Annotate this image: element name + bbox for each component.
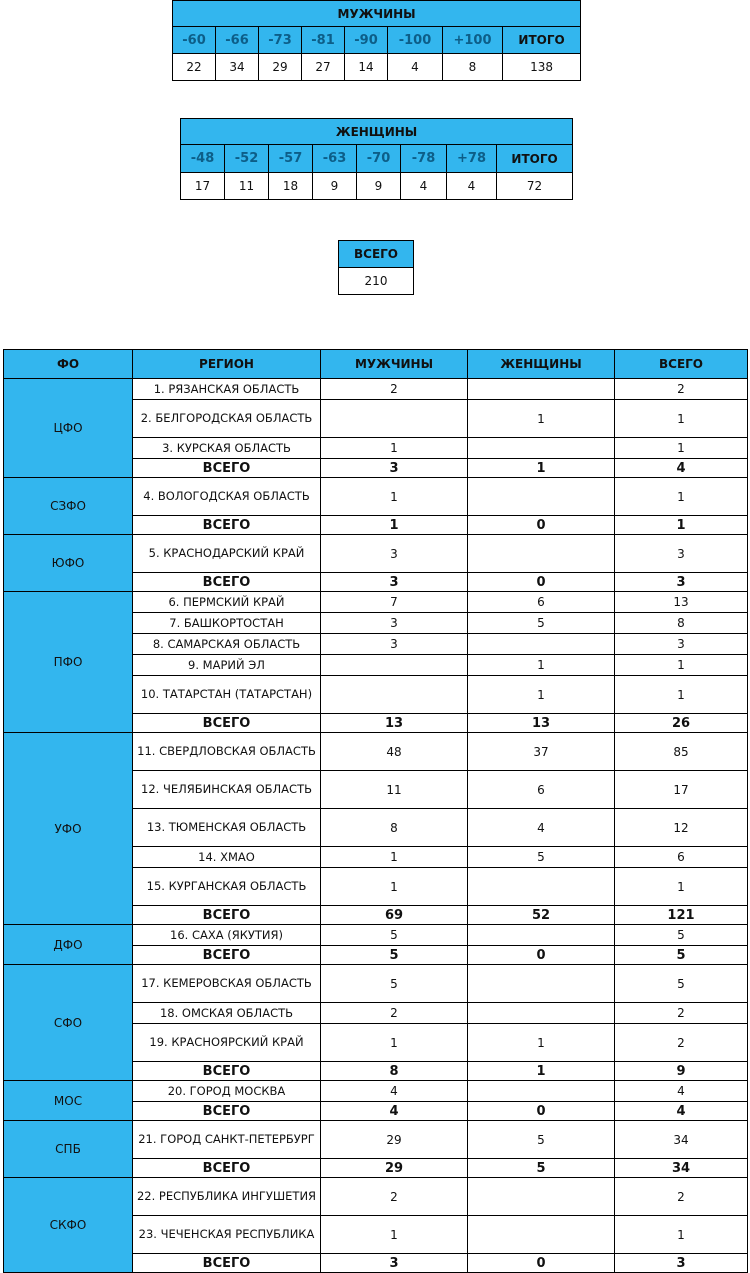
table-row: [4, 1178, 748, 1216]
total-cell: 17: [615, 771, 748, 809]
total-cell: 5: [615, 965, 748, 1003]
region-name-cell: 18. ОМСКАЯ ОБЛАСТЬ: [133, 1003, 321, 1024]
count-cell: 22: [173, 54, 216, 81]
subtotal-label: ВСЕГО: [133, 1062, 321, 1081]
men-table: [172, 0, 581, 81]
subtotal-men: 3: [321, 459, 468, 478]
table-row: [4, 1081, 748, 1102]
subtotal-women: 0: [468, 1254, 615, 1273]
subtotal-total: 3: [615, 573, 748, 592]
subtotal-women: 13: [468, 714, 615, 733]
fo-cell: ПФО: [4, 592, 133, 733]
region-name-cell: 4. ВОЛОГОДСКАЯ ОБЛАСТЬ: [133, 478, 321, 516]
region-name-cell: 11. СВЕРДЛОВСКАЯ ОБЛАСТЬ: [133, 733, 321, 771]
region-name-cell: 19. КРАСНОЯРСКИЙ КРАЙ: [133, 1024, 321, 1062]
total-cell: 5: [615, 925, 748, 946]
men-cell: 5: [321, 965, 468, 1003]
region-name-cell: 8. САМАРСКАЯ ОБЛАСТЬ: [133, 634, 321, 655]
subtotal-total: 9: [615, 1062, 748, 1081]
men-cell: 7: [321, 592, 468, 613]
men-cell: 1: [321, 1216, 468, 1254]
subtotal-total: 34: [615, 1159, 748, 1178]
women-cell: 1: [468, 400, 615, 438]
women-cell: [468, 965, 615, 1003]
weight-class-header: -60: [173, 27, 216, 54]
regions-table: [3, 349, 748, 1273]
fo-cell: ДФО: [4, 925, 133, 965]
men-cell: 11: [321, 771, 468, 809]
total-cell: 85: [615, 733, 748, 771]
region-name-cell: 14. ХМАО: [133, 847, 321, 868]
total-cell: 13: [615, 592, 748, 613]
grand-total-title: ВСЕГО: [339, 241, 414, 268]
count-cell: 27: [302, 54, 345, 81]
fo-cell: ЦФО: [4, 379, 133, 478]
region-name-cell: 22. РЕСПУБЛИКА ИНГУШЕТИЯ: [133, 1178, 321, 1216]
col-header-region: РЕГИОН: [133, 350, 321, 379]
table-row: [4, 379, 748, 400]
region-name-cell: 21. ГОРОД САНКТ-ПЕТЕРБУРГ: [133, 1121, 321, 1159]
table-row: [4, 535, 748, 573]
subtotal-men: 69: [321, 906, 468, 925]
region-name-cell: 9. МАРИЙ ЭЛ: [133, 655, 321, 676]
women-cell: [468, 1178, 615, 1216]
subtotal-women: 0: [468, 573, 615, 592]
count-cell: 34: [216, 54, 259, 81]
women-cell: 1: [468, 655, 615, 676]
total-cell: 2: [615, 1003, 748, 1024]
subtotal-women: 0: [468, 1102, 615, 1121]
weight-class-header: -100: [388, 27, 443, 54]
men-cell: [321, 655, 468, 676]
total-cell: 1: [615, 478, 748, 516]
men-cell: 3: [321, 634, 468, 655]
subtotal-women: 52: [468, 906, 615, 925]
subtotal-men: 3: [321, 1254, 468, 1273]
subtotal-label: ВСЕГО: [133, 946, 321, 965]
women-cell: [468, 379, 615, 400]
region-name-cell: 7. БАШКОРТОСТАН: [133, 613, 321, 634]
fo-cell: ЮФО: [4, 535, 133, 592]
count-cell: 9: [313, 173, 357, 200]
subtotal-women: 1: [468, 459, 615, 478]
region-name-cell: 2. БЕЛГОРОДСКАЯ ОБЛАСТЬ: [133, 400, 321, 438]
weight-class-header: +100: [443, 27, 503, 54]
total-cell: 4: [615, 1081, 748, 1102]
women-cell: 1: [468, 1024, 615, 1062]
subtotal-total: 3: [615, 1254, 748, 1273]
region-name-cell: 6. ПЕРМСКИЙ КРАЙ: [133, 592, 321, 613]
fo-cell: УФО: [4, 733, 133, 925]
subtotal-total: 4: [615, 459, 748, 478]
total-cell: 138: [503, 54, 581, 81]
count-cell: 17: [181, 173, 225, 200]
weight-class-header: +78: [447, 145, 497, 173]
table-row: [4, 925, 748, 946]
subtotal-men: 3: [321, 573, 468, 592]
weight-class-header: -70: [357, 145, 401, 173]
table-row: [4, 1121, 748, 1159]
total-cell: 1: [615, 438, 748, 459]
men-cell: [321, 400, 468, 438]
subtotal-women: 0: [468, 946, 615, 965]
subtotal-label: ВСЕГО: [133, 516, 321, 535]
region-name-cell: 5. КРАСНОДАРСКИЙ КРАЙ: [133, 535, 321, 573]
men-cell: 1: [321, 1024, 468, 1062]
total-cell: 2: [615, 1024, 748, 1062]
men-cell: 8: [321, 809, 468, 847]
subtotal-label: ВСЕГО: [133, 1254, 321, 1273]
count-cell: 11: [225, 173, 269, 200]
total-cell: 72: [497, 173, 573, 200]
region-name-cell: 13. ТЮМЕНСКАЯ ОБЛАСТЬ: [133, 809, 321, 847]
count-cell: 14: [345, 54, 388, 81]
subtotal-women: 1: [468, 1062, 615, 1081]
women-table: [180, 118, 573, 200]
subtotal-label: ВСЕГО: [133, 714, 321, 733]
women-cell: 5: [468, 613, 615, 634]
total-cell: 8: [615, 613, 748, 634]
men-cell: 1: [321, 847, 468, 868]
count-cell: 9: [357, 173, 401, 200]
subtotal-label: ВСЕГО: [133, 1102, 321, 1121]
table-row: [4, 592, 748, 613]
subtotal-label: ВСЕГО: [133, 573, 321, 592]
subtotal-men: 8: [321, 1062, 468, 1081]
total-cell: 1: [615, 868, 748, 906]
weight-class-header: -90: [345, 27, 388, 54]
women-cell: 1: [468, 676, 615, 714]
men-cell: 2: [321, 1178, 468, 1216]
fo-cell: СЗФО: [4, 478, 133, 535]
count-cell: 4: [388, 54, 443, 81]
women-cell: 6: [468, 771, 615, 809]
men-cell: 5: [321, 925, 468, 946]
count-cell: 8: [443, 54, 503, 81]
subtotal-total: 26: [615, 714, 748, 733]
total-cell: 2: [615, 379, 748, 400]
subtotal-label: ВСЕГО: [133, 906, 321, 925]
total-cell: 1: [615, 655, 748, 676]
total-cell: 3: [615, 634, 748, 655]
men-cell: 3: [321, 535, 468, 573]
women-title: ЖЕНЩИНЫ: [181, 119, 573, 145]
fo-cell: СКФО: [4, 1178, 133, 1273]
count-cell: 4: [401, 173, 447, 200]
table-row: [4, 478, 748, 516]
total-cell: 12: [615, 809, 748, 847]
subtotal-total: 1: [615, 516, 748, 535]
total-cell: 1: [615, 1216, 748, 1254]
region-name-cell: 15. КУРГАНСКАЯ ОБЛАСТЬ: [133, 868, 321, 906]
weight-class-header: -73: [259, 27, 302, 54]
table-row: [4, 965, 748, 1003]
subtotal-total: 121: [615, 906, 748, 925]
women-cell: 5: [468, 1121, 615, 1159]
women-cell: [468, 868, 615, 906]
region-name-cell: 16. САХА (ЯКУТИЯ): [133, 925, 321, 946]
subtotal-total: 4: [615, 1102, 748, 1121]
region-name-cell: 3. КУРСКАЯ ОБЛАСТЬ: [133, 438, 321, 459]
col-header-women: ЖЕНЩИНЫ: [468, 350, 615, 379]
region-name-cell: 10. ТАТАРСТАН (ТАТАРСТАН): [133, 676, 321, 714]
women-cell: [468, 535, 615, 573]
subtotal-men: 13: [321, 714, 468, 733]
total-cell: 1: [615, 676, 748, 714]
fo-cell: МОС: [4, 1081, 133, 1121]
men-cell: 1: [321, 868, 468, 906]
subtotal-total: 5: [615, 946, 748, 965]
weight-class-header: -48: [181, 145, 225, 173]
total-cell: 1: [615, 400, 748, 438]
count-cell: 18: [269, 173, 313, 200]
total-cell: 6: [615, 847, 748, 868]
men-cell: 1: [321, 478, 468, 516]
women-cell: [468, 634, 615, 655]
weight-class-header: -52: [225, 145, 269, 173]
region-name-cell: 1. РЯЗАНСКАЯ ОБЛАСТЬ: [133, 379, 321, 400]
women-cell: 37: [468, 733, 615, 771]
col-header-men: МУЖЧИНЫ: [321, 350, 468, 379]
region-name-cell: 17. КЕМЕРОВСКАЯ ОБЛАСТЬ: [133, 965, 321, 1003]
men-cell: 2: [321, 1003, 468, 1024]
subtotal-men: 5: [321, 946, 468, 965]
men-cell: 2: [321, 379, 468, 400]
grand-total-table: [338, 240, 414, 295]
fo-cell: СПБ: [4, 1121, 133, 1178]
men-cell: 48: [321, 733, 468, 771]
weight-class-header: -57: [269, 145, 313, 173]
subtotal-label: ВСЕГО: [133, 1159, 321, 1178]
total-header: ИТОГО: [503, 27, 581, 54]
count-cell: 29: [259, 54, 302, 81]
women-cell: [468, 478, 615, 516]
region-name-cell: 23. ЧЕЧЕНСКАЯ РЕСПУБЛИКА: [133, 1216, 321, 1254]
weight-class-header: -81: [302, 27, 345, 54]
subtotal-women: 0: [468, 516, 615, 535]
total-cell: 2: [615, 1178, 748, 1216]
men-cell: [321, 676, 468, 714]
total-cell: 34: [615, 1121, 748, 1159]
men-title: МУЖЧИНЫ: [173, 1, 581, 27]
men-cell: 3: [321, 613, 468, 634]
women-cell: 6: [468, 592, 615, 613]
weight-class-header: -78: [401, 145, 447, 173]
women-cell: 5: [468, 847, 615, 868]
women-cell: 4: [468, 809, 615, 847]
table-row: [4, 733, 748, 771]
region-name-cell: 12. ЧЕЛЯБИНСКАЯ ОБЛАСТЬ: [133, 771, 321, 809]
fo-cell: СФО: [4, 965, 133, 1081]
weight-class-header: -66: [216, 27, 259, 54]
grand-total-value: 210: [339, 268, 414, 295]
men-cell: 1: [321, 438, 468, 459]
subtotal-label: ВСЕГО: [133, 459, 321, 478]
subtotal-men: 1: [321, 516, 468, 535]
subtotal-men: 4: [321, 1102, 468, 1121]
total-cell: 3: [615, 535, 748, 573]
weight-class-header: -63: [313, 145, 357, 173]
subtotal-women: 5: [468, 1159, 615, 1178]
women-cell: [468, 438, 615, 459]
col-header-fo: ФО: [4, 350, 133, 379]
men-cell: 4: [321, 1081, 468, 1102]
region-name-cell: 20. ГОРОД МОСКВА: [133, 1081, 321, 1102]
subtotal-men: 29: [321, 1159, 468, 1178]
count-cell: 4: [447, 173, 497, 200]
women-cell: [468, 925, 615, 946]
col-header-total: ВСЕГО: [615, 350, 748, 379]
women-cell: [468, 1081, 615, 1102]
men-cell: 29: [321, 1121, 468, 1159]
total-header: ИТОГО: [497, 145, 573, 173]
women-cell: [468, 1003, 615, 1024]
